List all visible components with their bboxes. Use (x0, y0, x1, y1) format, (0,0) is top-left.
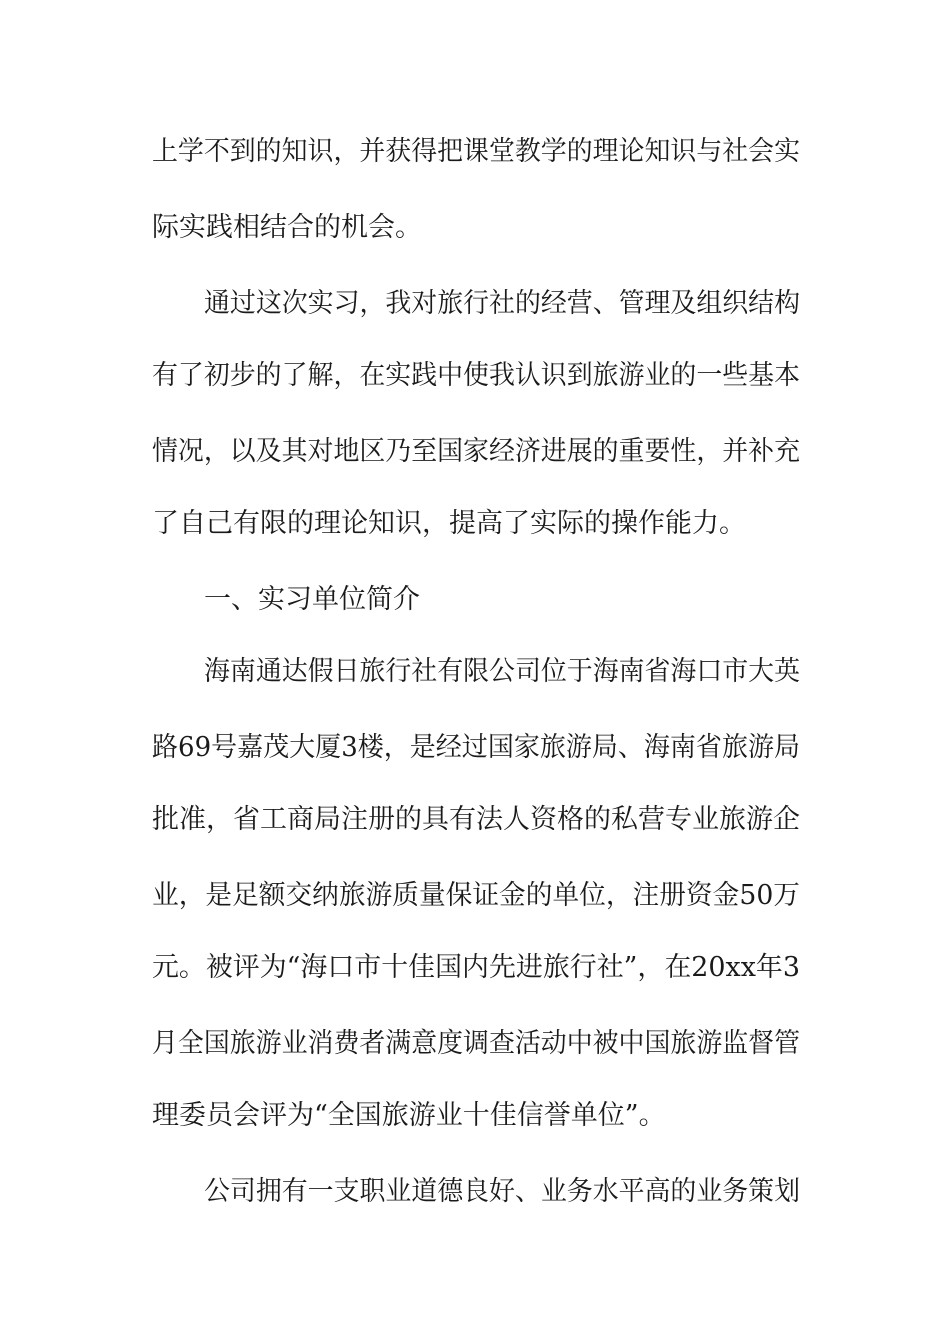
text-line (0, 800, 950, 840)
text-line-content: 际实践相结合的机会。 (152, 212, 422, 243)
text-line-content: 月全国旅游业消费者满意度调查活动中被中国旅游监督管 (152, 1028, 800, 1059)
paragraph-first-line (0, 1172, 950, 1212)
text-line (0, 132, 950, 172)
text-line-content: 了自己有限的理论知识，提高了实际的操作能力。 (152, 508, 746, 539)
text-line-content: 批准，省工商局注册的具有法人资格的私营专业旅游企 (152, 804, 800, 835)
text-line-content: 公司拥有一支职业道德良好、业务水平高的业务策划 (204, 1176, 800, 1207)
text-line-content: 通过这次实习，我对旅行社的经营、管理及组织结构 (204, 288, 800, 319)
text-line (0, 948, 950, 988)
paragraph-first-line (0, 284, 950, 324)
text-line (0, 504, 950, 544)
text-line (0, 208, 950, 248)
text-line (0, 728, 950, 768)
text-line (0, 876, 950, 916)
section-heading-text: 一、实习单位简介 (204, 584, 420, 615)
text-line-content: 路69号嘉茂大厦3楼，是经过国家旅游局、海南省旅游局 (152, 732, 800, 763)
text-line (0, 1096, 950, 1136)
text-line-content: 理委员会评为“全国旅游业十佳信誉单位”。 (152, 1100, 666, 1131)
text-line-content: 海南通达假日旅行社有限公司位于海南省海口市大英 (204, 656, 800, 687)
text-line (0, 432, 950, 472)
text-line-content: 元。被评为“海口市十佳国内先进旅行社”，在20xx年3 (152, 952, 800, 983)
text-line-content: 情况，以及其对地区乃至国家经济进展的重要性，并补充 (152, 436, 800, 467)
text-line-content: 上学不到的知识，并获得把课堂教学的理论知识与社会实 (152, 136, 800, 167)
text-line-content: 业，是足额交纳旅游质量保证金的单位，注册资金50万 (152, 880, 800, 911)
paragraph-first-line (0, 652, 950, 692)
text-line-content: 有了初步的了解，在实践中使我认识到旅游业的一些基本 (152, 360, 800, 391)
text-line (0, 356, 950, 396)
text-line (0, 1024, 950, 1064)
section-heading (0, 580, 950, 620)
